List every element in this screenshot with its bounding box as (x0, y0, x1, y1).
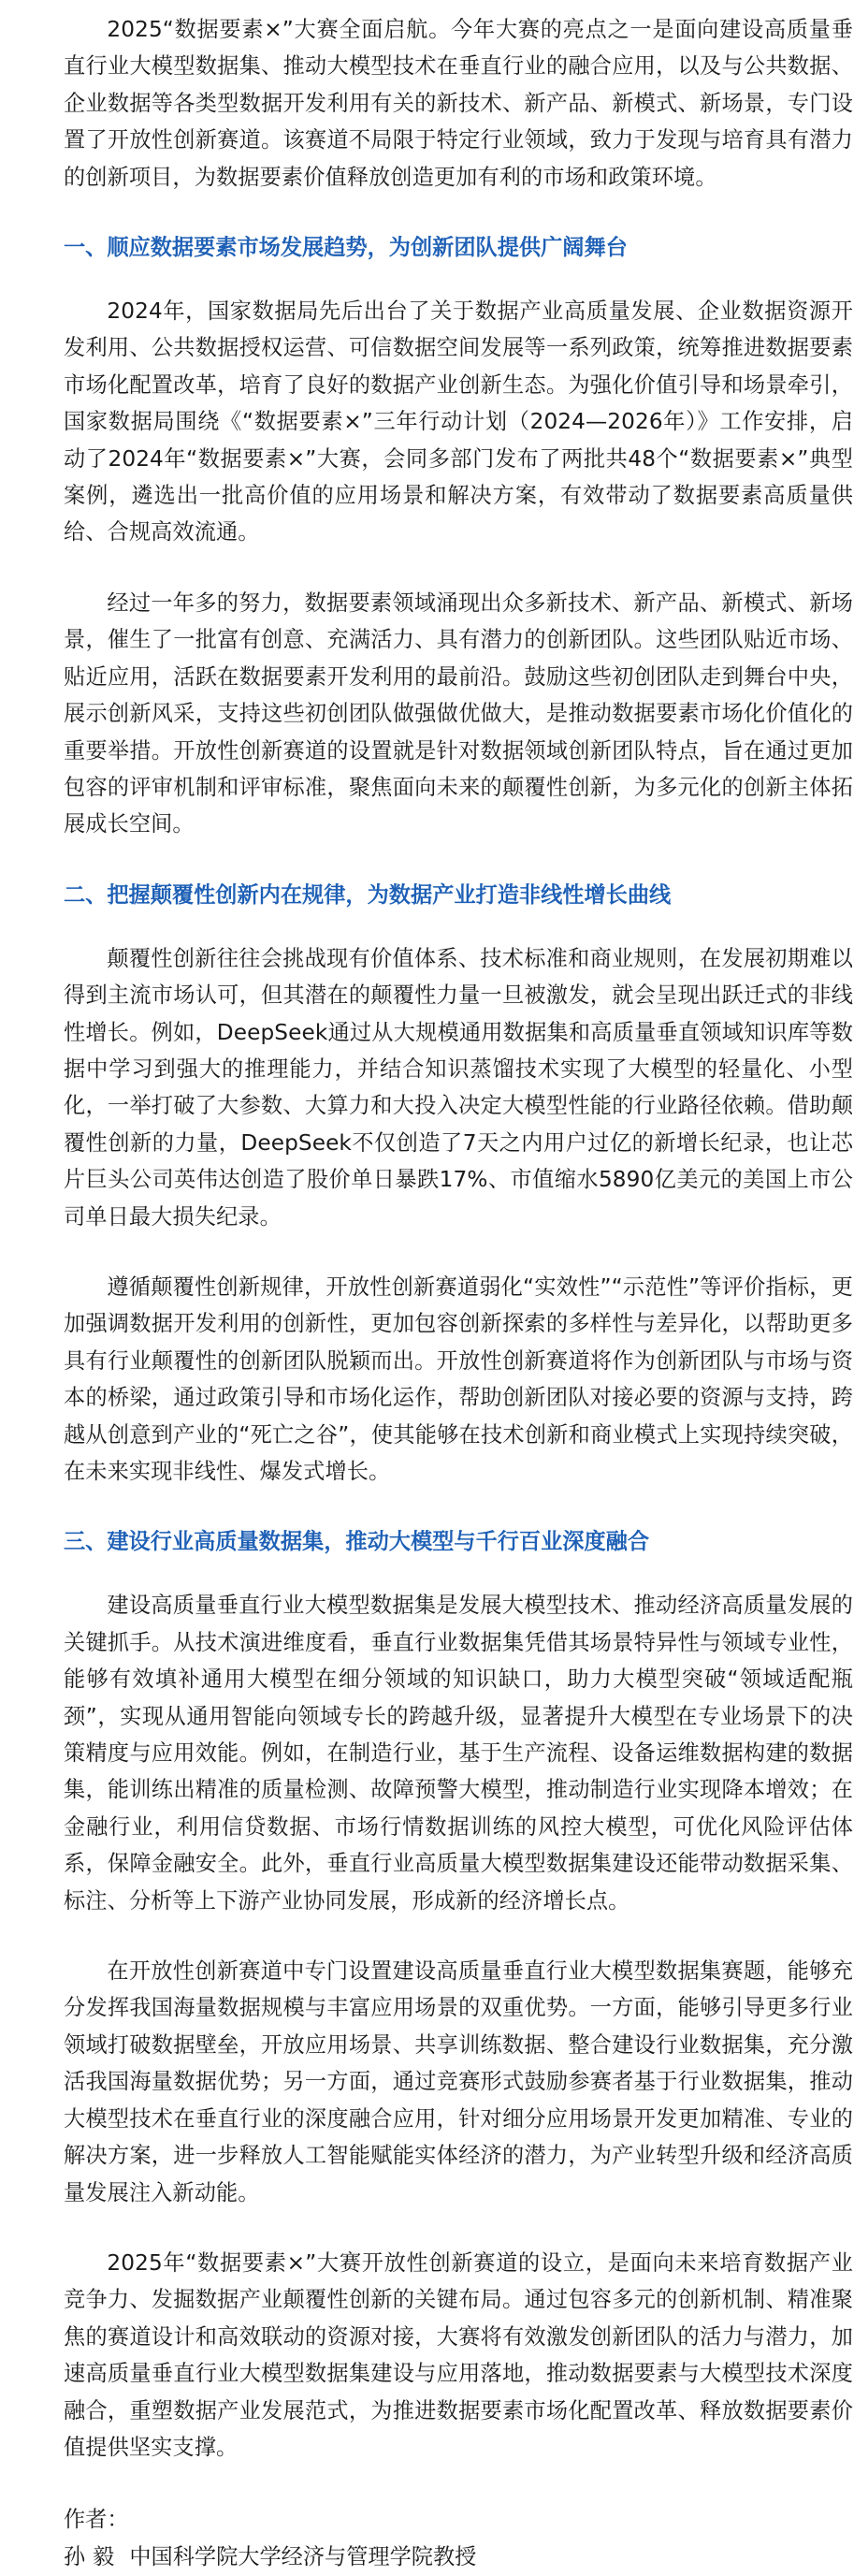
section-heading-3: 三、建设行业高质量数据集，推动大模型与千行百业深度融合 (64, 1529, 650, 1555)
paragraph-conclusion: 2025年“数据要素×”大赛开放性创新赛道的设立，是面向未来培育数据产业竞争力、发掘数据产业颠覆性创新的关键布局。通过包容多元的创新机制、精准聚焦的赛道设计和高效联动的资源对接，大赛将有效激发创新团队的活力与潜力，加速高质量垂直行业大模型数据集建设与应用落地，推动数据要素与大模型技术深度融合，重塑数据产业发展范式，为推进数据要素市场化配置改革、释放数据要素价值提供坚实支撑。 (64, 2249, 853, 2460)
section-heading-2: 二、把握颠覆性创新内在规律，为数据产业打造非线性增长曲线 (64, 881, 672, 908)
paragraph-intro: 2025“数据要素×”大赛全面启航。今年大赛的亮点之一是面向建设高质量垂直行业大模型数据集、推动大模型技术在垂直行业的融合应用，以及与公共数据、企业数据等各类型数据开发利用有关的新技术、新产品、新模式、新场景，专门设置了开放性创新赛道。该赛道不局限于特定行业领域，致力于发现与培育具有潜力的创新项目，为数据要素价值释放创造更加有利的市场和政策环境。 (64, 17, 853, 190)
author-name: 孙毅 (64, 2544, 123, 2570)
author-affiliation: 中国科学院大学经济与管理学院教授 (129, 2544, 477, 2570)
author-block (64, 2501, 853, 2576)
paragraph-section2-a: 颠覆性创新往往会挑战现有价值体系、技术标准和商业规则，在发展初期难以得到主流市场认可，但其潜在的颠覆性力量一旦被激发，就会呈现出跃迁式的非线性增长。例如，DeepSeek通过从大规模通用数据集和高质量垂直领域知识库等数据中学习到强大的推理能力，并结合知识蒸馏技术实现了大模型的轻量化、小型化，一举打破了大参数、大算力和大投入决定大模型性能的行业路径依赖。借助颠覆性创新的力量，DeepSeek不仅创造了7天之内用户过亿的新增长纪录，也让芯片巨头公司英伟达创造了股价单日暴跌17%、市值缩水5890亿美元的美国上市公司单日最大损失纪录。 (64, 945, 853, 1230)
paragraph-section1-b: 经过一年多的努力，数据要素领域涌现出众多新技术、新产品、新模式、新场景，催生了一批富有创意、充满活力、具有潜力的创新团队。这些团队贴近市场、贴近应用，活跃在数据要素开发利用的最前沿。鼓励这些初创团队走到舞台中央，展示创新风采，支持这些初创团队做强做优做大，是推动数据要素市场化价值化的重要举措。开放性创新赛道的设置就是针对数据领域创新团队特点，旨在通过更加包容的评审机制和评审标准，聚焦面向未来的颠覆性创新，为多元化的创新主体拓展成长空间。 (64, 589, 853, 837)
paragraph-section3-b: 在开放性创新赛道中专门设置建设高质量垂直行业大模型数据集赛题，能够充分发挥我国海量数据规模与丰富应用场景的双重优势。一方面，能够引导更多行业领域打破数据壁垒，开放应用场景、共享训练数据、整合建设行业数据集，充分激活我国海量数据优势；另一方面，通过竞赛形式鼓励参赛者基于行业数据集，推动大模型技术在垂直行业的深度融合应用，针对细分应用场景开发更加精准、专业的解决方案，进一步释放人工智能赋能实体经济的潜力，为产业转型升级和经济高质量发展注入新动能。 (64, 1958, 853, 2205)
author-line (64, 2539, 853, 2576)
paragraph-section2-b: 遵循颠覆性创新规律，开放性创新赛道弱化“实效性”“示范性”等评价指标，更加强调数据开发利用的创新性，更加包容创新探索的多样性与差异化，以帮助更多具有行业颠覆性的创新团队脱颖而出。开放性创新赛道将作为创新团队与市场与资本的桥梁，通过政策引导和市场化运作，帮助创新团队对接必要的资源与支持，跨越从创意到产业的“死亡之谷”，使其能够在技术创新和商业模式上实现持续突破，在未来实现非线性、爆发式增长。 (64, 1273, 853, 1484)
author-label: 作者： (64, 2507, 129, 2533)
paragraph-section3-a: 建设高质量垂直行业大模型数据集是发展大模型技术、推动经济高质量发展的关键抓手。从技术演进维度看，垂直行业数据集凭借其场景特异性与领域专业性，能够有效填补通用大模型在细分领域的知识缺口，助力大模型突破“领域适配瓶颈”，实现从通用智能向领域专长的跨越升级，显著提升大模型在专业场景下的决策精度与应用效能。例如，在制造行业，基于生产流程、设备运维数据构建的数据集，能训练出精准的质量检测、故障预警大模型，推动制造行业实现降本增效；在金融行业，利用信贷数据、市场行情数据训练的风控大模型，可优化风险评估体系，保障金融安全。此外，垂直行业高质量大模型数据集建设还能带动数据采集、标注、分析等上下游产业协同发展，形成新的经济增长点。 (64, 1593, 853, 1914)
section-heading-1: 一、顺应数据要素市场发展趋势，为创新团队提供广阔舞台 (64, 235, 628, 261)
paragraph-section1-a: 2024年，国家数据局先后出台了关于数据产业高质量发展、企业数据资源开发利用、公共数据授权运营、可信数据空间发展等一系列政策，统筹推进数据要素市场化配置改革，培育了良好的数据产业创新生态。为强化价值引导和场景牵引，国家数据局围绕《“数据要素×”三年行动计划（2024—2026年）》工作安排，启动了2024年“数据要素×”大赛，会同多部门发布了两批共48个“数据要素×”典型案例，遴选出一批高价值的应用场景和解决方案，有效带动了数据要素高质量供给、合规高效流通。 (64, 298, 853, 546)
